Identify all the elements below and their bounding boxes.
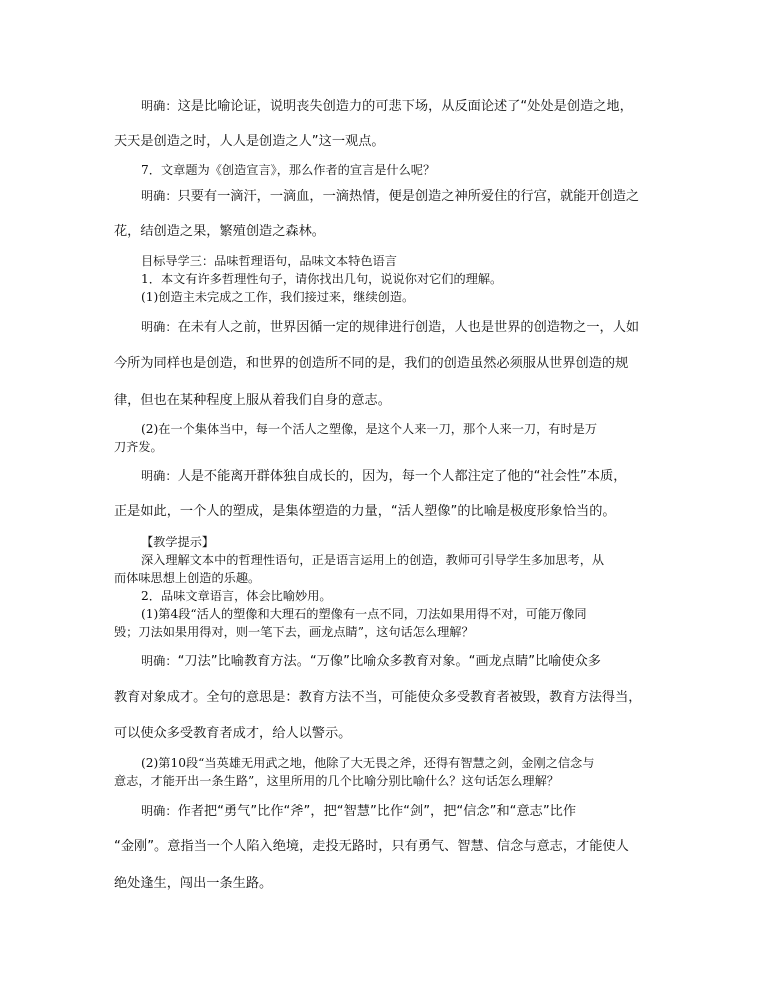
answer-line: 可以使众多受教育者成才，给人以警示。 [114, 726, 352, 741]
answer-line: 明确：这是比喻论证，说明丧失创造力的可悲下场，从反面论述了“处处是创造之地， [141, 99, 633, 114]
answer-label: 明确： [141, 320, 178, 334]
quote-line: 意志，才能开出一条生路”，这里所用的几个比喻分别比喻什么？这句话怎么理解？ [114, 774, 559, 788]
answer-line: 教育对象成才。全句的意思是：教育方法不当，可能使众多受教育者被毁，教育方法得当， [114, 690, 642, 705]
answer-line: 绝处逢生，闯出一条生路。 [114, 876, 273, 891]
section-heading: 目标导学三：品味哲理语句，品味文本特色语言 [141, 254, 397, 268]
quote-line: (1)创造主未完成之工作，我们接过来，继续创造。 [141, 290, 415, 304]
answer-line: 花，结创造之果，繁殖创造之森林。 [114, 224, 325, 239]
answer-line: 明确：“刀法”比喻教育方法。“万像”比喻众多教育对象。“画龙点睛”比喻使众多 [141, 654, 601, 669]
answer-line: 律，但也在某种程度上服从着我们自身的意志。 [114, 393, 391, 408]
answer-line: 明确：在未有人之前，世界因循一定的规律进行创造，人也是世界的创造物之一，人如 [141, 320, 640, 335]
answer-line: 明确：人是不能离开群体独自成长的，因为，每一个人都注定了他的“社会性”本质， [141, 469, 627, 484]
answer-label: 明确： [141, 189, 178, 203]
answer-label: 明确： [141, 469, 178, 483]
teaching-tip-heading: 【教学提示】 [141, 535, 215, 549]
tip-line: 深入理解文本中的哲理性语句，正是语言运用上的创造，教师可引导学生多加思考，从 [141, 553, 605, 567]
quote-line: 刀齐发。 [114, 440, 163, 454]
answer-line: “金刚”。意指当一个人陷入绝境，走投无路时，只有勇气、智慧、信念与意志，才能使人 [114, 839, 629, 854]
quote-line: (2)第10段“当英雄无用武之地，他除了大无畏之斧，还得有智慧之剑，金刚之信念与 [141, 756, 595, 770]
question-line: 1．本文有许多哲理性句子，请你找出几句，说说你对它们的理解。 [141, 272, 503, 286]
answer-label: 明确： [141, 654, 178, 668]
answer-line: 明确：作者把“勇气”比作“斧”，把“智慧”比作“剑”，把“信念”和“意志”比作 [141, 804, 577, 819]
answer-line: 正是如此，一个人的塑成，是集体塑造的力量，“活人塑像”的比喻是极度形象恰当的。 [114, 504, 616, 519]
question-line: 2．品味文章语言，体会比喻妙用。 [141, 589, 332, 603]
answer-line: 天天是创造之时，人人是创造之人”这一观点。 [114, 134, 385, 149]
answer-label: 明确： [141, 804, 178, 818]
quote-line: (1)第4段“活人的塑像和大理石的塑像有一点不同，刀法如果用得不对，可能万像同 [141, 607, 587, 621]
quote-line: 毁；刀法如果用得对，则一笔下去，画龙点睛”，这句话怎么理解？ [114, 625, 474, 639]
answer-label: 明确： [141, 99, 178, 113]
quote-line: (2)在一个集体当中，每一个活人之塑像，是这个人来一刀，那个人来一刀，有时是万 [141, 422, 598, 436]
answer-line: 今所为同样也是创造，和世界的创造所不同的是，我们的创造虽然必须服从世界创造的规 [114, 356, 629, 371]
answer-line: 明确：只要有一滴汗，一滴血，一滴热情，便是创造之神所爱住的行宫，就能开创造之 [141, 189, 640, 204]
tip-line: 而体味思想上创造的乐趣。 [114, 571, 261, 585]
question-line: 7．文章题为《创造宣言》，那么作者的宣言是什么呢？ [141, 163, 436, 177]
